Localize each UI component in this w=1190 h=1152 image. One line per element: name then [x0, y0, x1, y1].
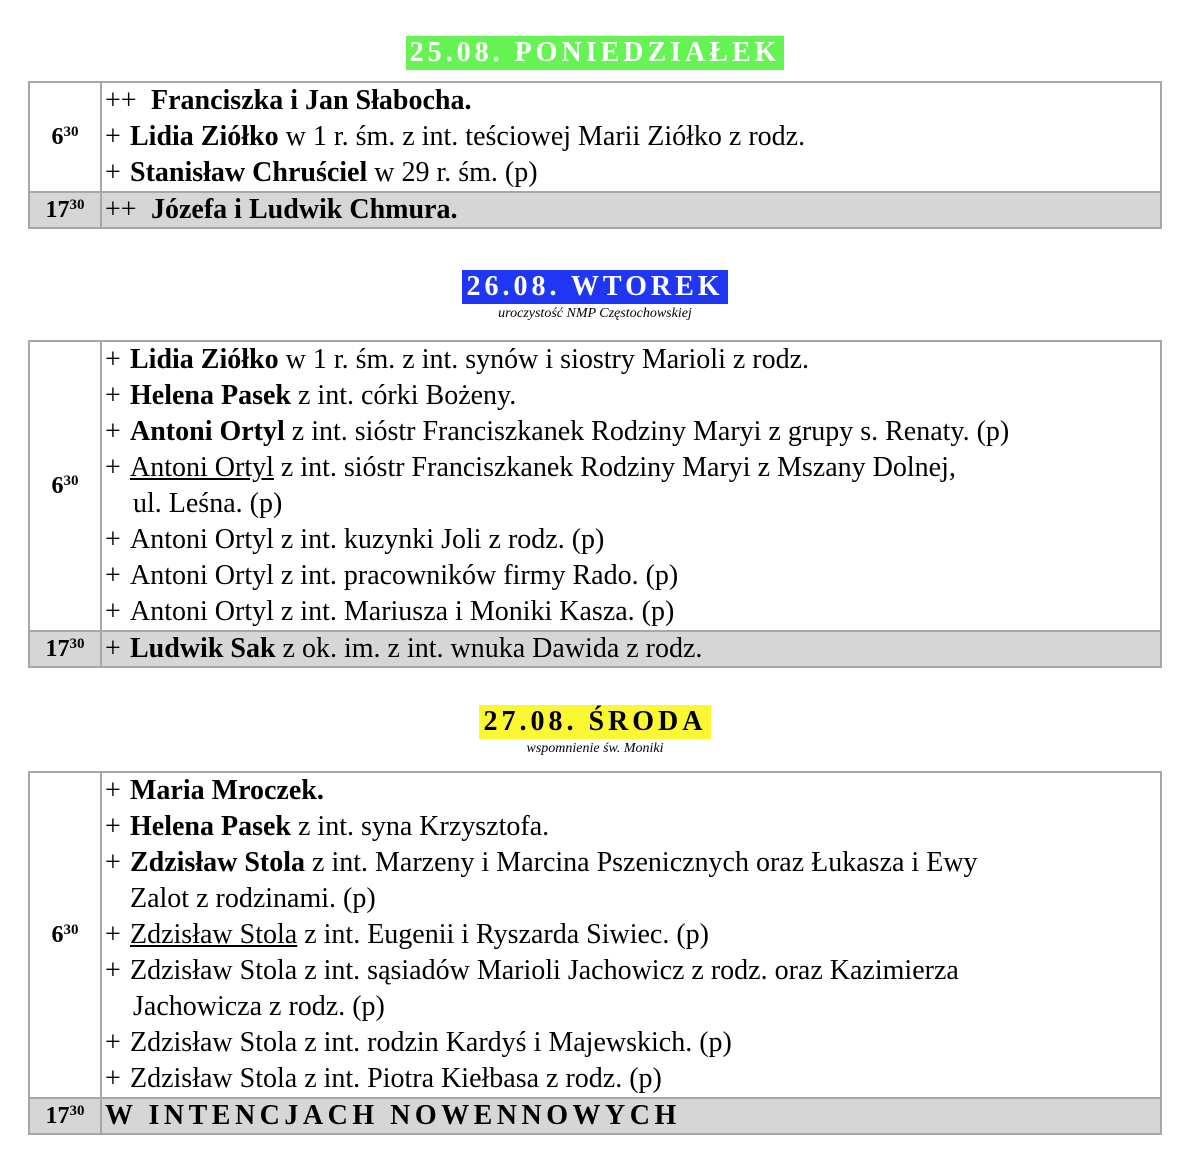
- intention-entry: + Lidia Ziółko w 1 r. śm. z int. synów i siostry Marioli z rodz.: [105, 344, 810, 375]
- day-title: 26.08. WTOREK: [462, 270, 727, 304]
- evening-time: $17^{30}$: [29, 192, 101, 228]
- mass-schedule-table: [28, 771, 1162, 1135]
- intention-entry: + Maria Mroczek.: [105, 775, 324, 806]
- intention-entry: + Antoni Ortyl z int. Mariusza i Moniki Kasza. (p): [105, 596, 675, 627]
- day-title: 27.08. ŚRODA: [479, 705, 710, 739]
- morning-entries: [101, 82, 1161, 192]
- evening-entries: [101, 631, 1161, 667]
- intention-entry: + Antoni Ortyl z int. pracowników firmy Rado. (p): [105, 560, 679, 591]
- intention-entry: + Zdzisław Stola z int. Marzeny i Marcina Pszenicznych oraz Łukasza i Ewy Zalot z rodzinami. (p): [105, 847, 978, 914]
- intention-entry: + Antoni Ortyl z int. sióstr Franciszkanek Rodziny Maryi z grupy s. Renaty. (p): [105, 416, 1010, 447]
- intention-entry: + Zdzisław Stola z int. sąsiadów Marioli Jachowicz z rodz. oraz Kazimierza Jachowicza z rodz. (p): [105, 955, 959, 1022]
- day-title: 25.08. PONIEDZIAŁEK: [406, 36, 785, 70]
- morning-time: $6^{30}$: [29, 82, 101, 192]
- intention-entry: + Zdzisław Stola z int. Piotra Kiełbasa z rodz. (p): [105, 1063, 662, 1094]
- morning-time: $6^{30}$: [29, 341, 101, 631]
- evening-row: [29, 1098, 1161, 1134]
- morning-row: [29, 82, 1161, 192]
- day-monday: [28, 36, 1162, 229]
- day-header: [28, 36, 1162, 70]
- evening-entries: [101, 192, 1161, 228]
- intention-entry: + Helena Pasek z int. syna Krzysztofa.: [105, 811, 550, 842]
- morning-entries: [101, 772, 1161, 1098]
- morning-row: [29, 772, 1161, 1098]
- morning-entries: [101, 341, 1161, 631]
- day-tuesday: [28, 270, 1162, 668]
- day-subtitle: uroczystość NMP Częstochowskiej: [498, 306, 692, 321]
- morning-row: [29, 341, 1161, 631]
- day-header: [28, 705, 1162, 758]
- day-header: [28, 270, 1162, 323]
- intention-entry: W INTENCJACH NOWENNOWYCH: [105, 1100, 681, 1131]
- intention-entry: + Antoni Ortyl z int. kuzynki Joli z rodz. (p): [105, 524, 605, 555]
- intention-entry: + Helena Pasek z int. córki Bożeny.: [105, 380, 517, 411]
- evening-entries: [101, 1098, 1161, 1134]
- day-subtitle: wspomnienie św. Moniki: [526, 741, 664, 756]
- evening-row: [29, 192, 1161, 228]
- mass-schedule-table: [28, 81, 1162, 229]
- mass-schedule-table: [28, 340, 1162, 668]
- intention-entry: + Ludwik Sak z ok. im. z int. wnuka Dawida z rodz.: [105, 633, 703, 664]
- evening-time: $17^{30}$: [29, 631, 101, 667]
- intention-entry: ++ Franciszka i Jan Słabocha.: [105, 85, 472, 116]
- intention-entry: + Lidia Ziółko w 1 r. śm. z int. teściowej Marii Ziółko z rodz.: [105, 121, 806, 152]
- evening-row: [29, 631, 1161, 667]
- intention-entry: + Zdzisław Stola z int. Eugenii i Ryszarda Siwiec. (p): [105, 919, 709, 950]
- evening-time: $17^{30}$: [29, 1098, 101, 1134]
- intention-entry: ++ Józefa i Ludwik Chmura.: [105, 194, 458, 225]
- intention-entry: + Zdzisław Stola z int. rodzin Kardyś i Majewskich. (p): [105, 1027, 732, 1058]
- day-wednesday: [28, 705, 1162, 1135]
- intention-entry: + Antoni Ortyl z int. sióstr Franciszkanek Rodziny Maryi z Mszany Dolnej, ul. Leśna. (p): [105, 452, 956, 519]
- intention-entry: + Stanisław Chruściel w 29 r. śm. (p): [105, 157, 538, 188]
- morning-time: $6^{30}$: [29, 772, 101, 1098]
